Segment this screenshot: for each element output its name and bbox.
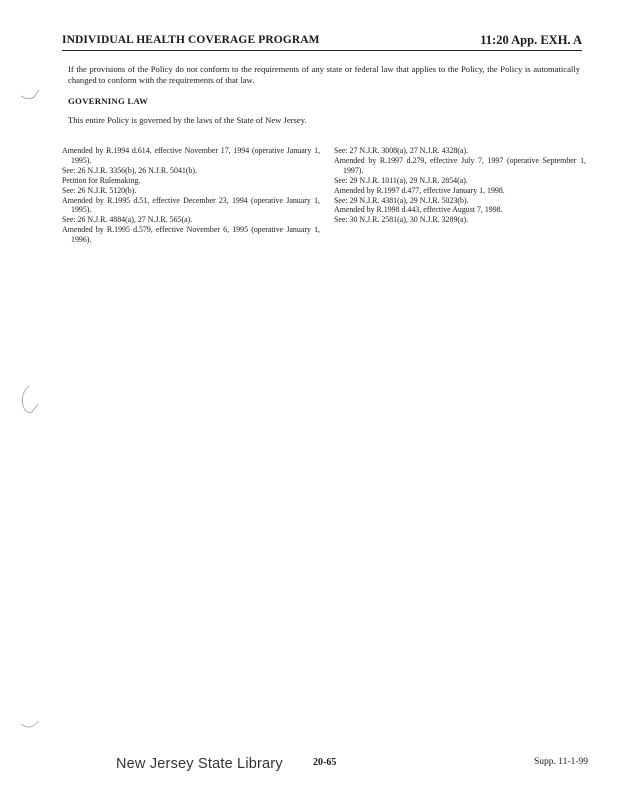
governing-law-heading: GOVERNING LAW: [68, 96, 149, 106]
history-note: See: 26 N.J.R. 3356(b), 26 N.J.R. 5041(b).: [62, 165, 198, 175]
history-note: Amended by R.1994 d.614, effective November 17, 1994 (operative January 1, 1995).: [62, 146, 320, 165]
history-note: See: 29 N.J.R. 4381(a), 29 N.J.R. 5023(b).: [334, 195, 469, 205]
history-note: See: 27 N.J.R. 3008(a), 27 N.J.R. 4328(a).: [334, 146, 469, 155]
scan-mark: [18, 718, 42, 732]
punch-hole-mark: [18, 384, 42, 420]
history-notes-right-column: [334, 146, 586, 225]
history-notes-left-column: [62, 146, 320, 245]
running-header: [62, 34, 582, 51]
history-note: Amended by R.1995 d.579, effective November 6, 1995 (operative January 1, 1996).: [62, 225, 320, 245]
history-note: See: 30 N.J.R. 2581(a), 30 N.J.R. 3289(a).: [334, 215, 469, 225]
conformity-paragraph: If the provisions of the Policy do not conform to the requirements of any state or federal law that applies to the Policy, the Policy is automatically changed to conform with the requirements of that law.: [68, 64, 580, 85]
history-note: See: 26 N.J.R. 4884(a), 27 N.J.R. 565(a).: [62, 215, 193, 225]
header-section-number: 11:20 App. EXH. A: [480, 33, 582, 47]
page-number: 20-65: [313, 757, 337, 768]
history-note: Amended by R.1995 d.51, effective December 23, 1994 (operative January 1, 1995).: [62, 195, 320, 215]
governing-law-text: This entire Policy is governed by the laws of the State of New Jersey.: [68, 115, 307, 125]
history-note: Petition for Rulemaking.: [62, 175, 141, 185]
scan-mark: [18, 86, 42, 104]
history-note: Amended by R.1998 d.443, effective August 7, 1998.: [334, 205, 503, 215]
history-note: Amended by R.1997 d.279, effective July 7, 1997 (operative September 1, 1997).: [334, 155, 586, 175]
library-stamp: New Jersey State Library: [116, 756, 283, 772]
history-note: Amended by R.1997 d.477, effective January 1, 1998.: [334, 185, 505, 195]
history-note: See: 29 N.J.R. 1011(a), 29 N.J.R. 2854(a).: [334, 175, 468, 185]
header-program-title: INDIVIDUAL HEALTH COVERAGE PROGRAM: [62, 34, 320, 46]
supplement-date: Supp. 11-1-99: [534, 757, 589, 767]
history-note: See: 26 N.J.R. 5120(b).: [62, 185, 137, 195]
